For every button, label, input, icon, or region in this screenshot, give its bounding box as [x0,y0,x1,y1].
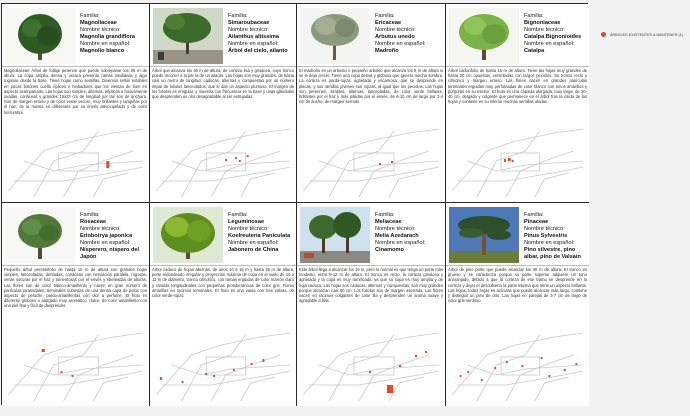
spanish-name-value: Jabonero de China [228,247,279,253]
tree-marker [106,161,109,168]
tree-marker [233,369,235,371]
catalpa-tree-photo [449,8,519,64]
species-info [80,212,147,261]
spanish-name-label: Nombre en español: [228,240,279,246]
card-header [2,4,149,67]
tree-marker [508,158,511,161]
spanish-name-label: Nombre en español: [524,240,575,246]
family-label: Familia: [228,212,248,218]
species-description: Árbol caduco de hojas alternas, de unos 10 a 15 m y hasta 25 m de altura, porte redondeado irregular y proyección máxima de copa en el suelo de 10 a 12 m de diámetro, tronco cilíndrico, con ramas erguidas de color marrón claro y ramitas longitudinales con pequeñas protuberancias de color gris. Flores amarillas en racimos terminales. El fruto es una vaina con tres valvas, de color verde-rojizo. [152,267,294,299]
spanish-name-label: Nombre en español: [375,41,426,47]
family-value: Bignoniaceae [524,20,561,26]
card-header [2,203,149,266]
family-value: Ericaceae [375,20,402,26]
technical-name-label: Nombre técnico: [524,226,565,232]
card-header [446,4,589,67]
spanish-name-label: Nombre en español: [80,240,131,246]
species-card [150,4,297,203]
tree-marker [369,371,371,373]
legend-marker-icon [601,32,606,37]
species-info [524,212,587,261]
technical-name-value: Ailanthus altissima [228,34,279,40]
species-card [446,4,589,203]
location-map [299,325,443,403]
species-card [297,4,446,203]
location-map [299,121,443,199]
spanish-name-value: Pino silvestre, pino albar, pino de Valsaín [524,247,581,260]
loquat-tree-photo [5,207,75,263]
family-label: Familia: [524,13,544,19]
family-value: Meliaceae [375,219,402,225]
tree-marker [235,157,237,159]
species-info [375,13,443,55]
technical-name-label: Nombre técnico: [228,27,269,33]
family-value: Simaroubaceae [228,20,270,26]
spanish-name-value: Magnolio blanco [80,48,125,54]
card-header [446,203,589,266]
tree-marker [506,361,508,363]
family-label: Familia: [80,212,100,218]
tree-marker [467,371,469,373]
species-description: Magnoliaceae Árbol de follaje perenne que puede sobrepasar los 25 m de altura. La copa amplia, densa y oscura presenta ramas medianas y algo rugosas desde la base. Tiene hojas como semillas. Diversos sellos estables en pocas botones cuello ríplices e hinbadores que los vientan de bien en aspecto acampanado. Las hojas son simples, alternas, elípticas u hoovamente ovadas, coriáceas y grandes 15x23 cm de longitud por las son de anchura. Son de margen entero y de color verde oscuro, muy brillantes y lampiñas por el haz, de la misma en diferentes por su envés aterciopelado y de color herrumbre. [4,68,147,115]
species-card [446,203,589,406]
tree-marker [379,163,381,165]
tree-marker [239,160,241,162]
koelreuteria-tree-photo [153,207,223,263]
tree-marker [481,379,483,381]
card-header [150,4,296,67]
family-label: Familia: [524,212,544,218]
tree-marker [262,359,264,362]
tree-marker [399,365,401,367]
spanish-name-value: Árbol del cielo, ailanto [228,48,288,54]
tree-species-grid [1,3,588,405]
map-legend [601,32,683,37]
species-description: Árbol que alcanza los 30 m de altura, de corteza lisa y grisácea, cuyo tronco puede recorrer a la par la de un ailanto. Las hojas son muy grandes, de hasta casi un metro de longitud, caducas, alternas y compuestas por un número impar de foliolos lanceolados, que le dan un aspecto plumoso. El margen de los foliolos es irregular, y muestra con frecuencia en la base y unas glándulas que desprenden un olor desagradable al ser estrujadas. [152,68,294,100]
tree-marker [213,375,215,377]
spanish-name-label: Nombre en español: [375,240,426,246]
family-value: Leguminosae [228,219,265,225]
technical-name-value: Koelreuteria Paniculata [228,233,291,239]
location-map [448,325,587,403]
melia-tree-photo [300,207,370,263]
species-description: Pequeño árbol perennifolio de hasta 10 m de altura con grandes hojas simples, lanceoladas, dentadas, coriáceas con nerviación paralela, rugosas, verde oscuras por el haz y tomentosas por el envés y ribeteadas de alturas. Las flores son de color blanco-amarillento y nacen en gran número de panículas piramidales, terminales cubiertas de una densa capa de pelos con aspecto de peluche, pardo-amarillentas con olor a perfume. El fruto es diferente globoso o alargado muy aromático, dulce, de color amarillento con una piel fina y fácil de desprender. [4,267,147,309]
tree-marker [512,160,514,162]
species-card [150,203,297,406]
species-description: Árbol de pino porte que puede alcanzar los 40 m de altura. El tronco es grueso y se caracteriza porque su parte superior adquiere un tono anaranjado, debido a que la corteza de ese tramo se desprende en lo corteza y dejar el descubierto la parte interna que tiene un aspecto brillante. Las hojas, todas hojas en acículas que puede alcanzar más largo, contiene y distinguir un pino de otro. Las hojas en parejas de 3-7 cm de largo de color gris-verdoso. [448,267,587,304]
card-header [297,203,445,266]
family-value: Pinaceae [524,219,549,225]
tree-marker [251,363,253,365]
species-description: Árbol caducifolio de hasta 15 m de altura. Tiene las hojas muy grandes de hasta 20 cm opuestas, verticiladas con largos peciolos. Su tronco recto y cilíndrico y margen entero. Las flores nacen en grandes panículas terminales erguidas muy perfumadas de color blanco con tonos amarillos y púrpuras en su interior. El fruto es una cápsula alargada, muy larga, de 20-40 cm, delgada y colgante que permanece en el árbol tras la caída de las hojas y contiene en su interior muchas semillas aladas. [448,68,587,105]
tree-marker [247,155,249,157]
spanish-name-label: Nombre en español: [524,41,575,47]
family-label: Familia: [375,13,395,19]
tree-marker [521,365,523,367]
species-info [228,13,294,55]
species-card [297,203,446,406]
tree-marker [182,381,184,383]
technical-name-value: Catalpa Bignonioides [524,34,582,40]
legend-label: ÁRBOLES EXISTENTES A MANTENER (1) [610,32,684,37]
tree-marker [541,357,543,359]
technical-name-value: Melia Azedarach [375,233,419,239]
tree-marker [391,161,393,163]
ailanthus-tree-photo [153,8,223,64]
card-header [297,4,445,67]
tree-marker [548,375,550,377]
arbutus-tree-photo [300,8,370,64]
species-card [2,203,150,406]
tree-marker [160,377,162,380]
tree-marker [42,349,45,352]
species-info [375,212,443,254]
location-map [152,325,294,403]
species-description: El madroño es un arbusto o pequeño arbolito que alcanza los 8 m de altura si se le deja crecer. Tiene una copa densa y globosa que genera mucha sombra. La corteza es parda-rojiza, agrietada y escamosa, que se desprende en placas, y sus ramillas jóvenes son rojizas, al igual que los peciolos. Las hojas son perennes, simples, alternas, lanceoladas, de color verde brillante, brillantes por el haz y más pálidas por el envés, de 6-10 cm de largo por 3-4 cm de ancho, de margen serrado. [299,68,443,105]
species-card [2,4,150,203]
family-label: Familia: [80,13,100,19]
technical-name-label: Nombre técnico: [80,27,121,33]
species-info [80,13,147,55]
technical-name-value: Pinus Sylvestris [524,233,568,239]
technical-name-label: Nombre técnico: [375,226,416,232]
tree-marker [504,159,506,162]
tree-marker [575,363,577,365]
technical-name-label: Nombre técnico: [375,27,416,33]
family-value: Magnoliaceae [80,20,117,26]
location-map [4,121,147,199]
tree-marker [494,367,496,369]
tree-marker [225,159,227,161]
tree-marker [415,355,417,357]
family-label: Familia: [375,212,395,218]
species-description: Este árbol llega a alcanzar los 15 m, pero lo normal es que tenga un porte más modesto, entre 8-12 m de altura. El tronco es recto, la corteza grisácea y agrietada y la copa es muy ramificada, ya que su copa es muy amplia y de hoja caduca. Las hojas son caducas, alternas y compuestas, son muy grandes porque alcanzan casi 80 cm. Los foliolos son de margen aserrado. Las flores nacen en racimos colgantes de color lila y desprenden un aroma suave y agradable a lilas. [299,267,443,304]
pine-tree-photo [449,207,519,263]
tree-marker [61,371,63,373]
spanish-name-label: Nombre en español: [80,41,131,47]
spanish-name-value: Nísperero, níspero del Japón [80,247,140,260]
tree-marker [460,375,462,377]
family-value: Rosaceae [80,219,107,225]
location-map [448,121,587,199]
magnolia-tree-photo [5,8,75,64]
card-header [150,203,296,266]
tree-marker [72,375,74,377]
technical-name-label: Nombre técnico: [228,226,269,232]
tree-marker [564,369,566,371]
technical-name-value: Arbutus unedo [375,34,415,40]
location-map [4,325,147,403]
tree-marker [425,351,427,353]
species-info [228,212,294,254]
technical-name-label: Nombre técnico: [524,27,565,33]
spanish-name-value: Madroño [375,48,399,54]
spanish-name-value: Catalpa [524,48,545,54]
technical-name-label: Nombre técnico: [80,226,121,232]
spanish-name-label: Nombre en español: [228,41,279,47]
family-label: Familia: [228,13,248,19]
tree-marker [205,373,207,375]
technical-name-value: Eriobotrya japonica [80,233,133,239]
spanish-name-value: Cinamomo [375,247,404,253]
location-map [152,121,294,199]
species-info [524,13,587,55]
technical-name-value: Magnolia grandiflora [80,34,136,40]
tree-marker [387,385,393,393]
